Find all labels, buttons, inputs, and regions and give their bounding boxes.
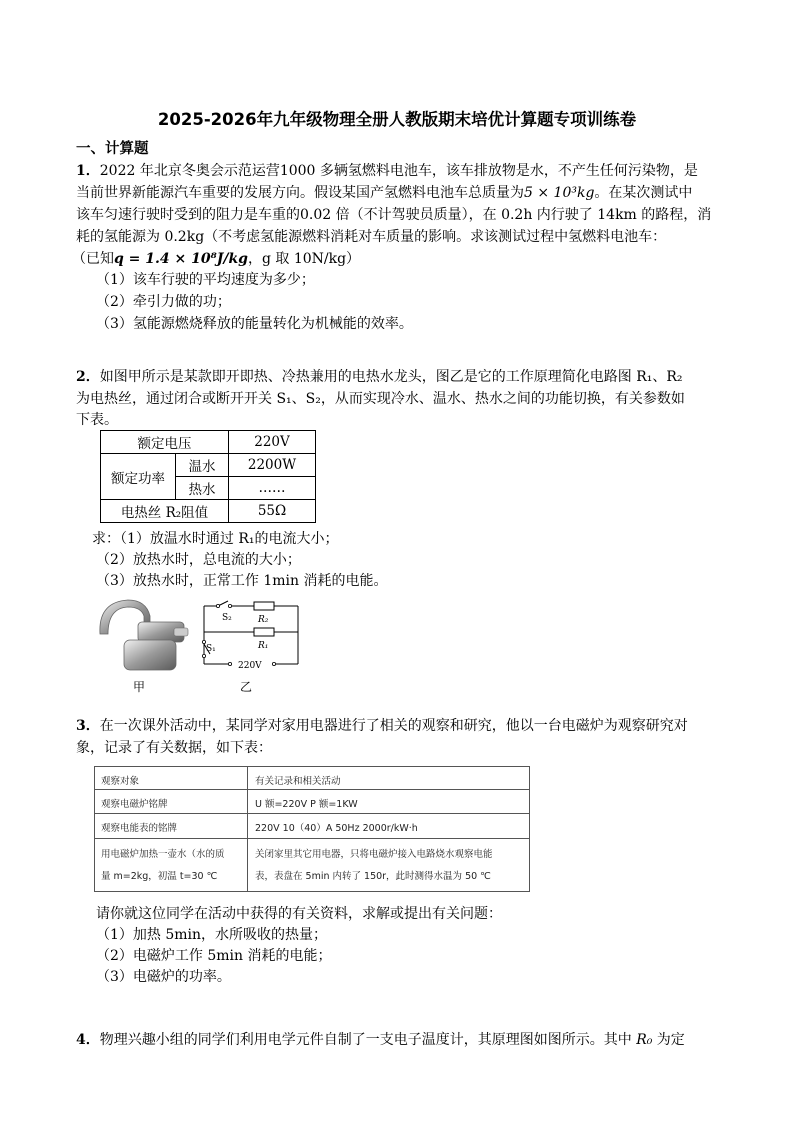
table-row <box>95 813 529 839</box>
q4-line1 <box>76 1029 718 1051</box>
q2-sub3: （3）放热水时，正常工作 1min 消耗的电能。 <box>96 573 388 589</box>
q4-number: 4． <box>76 1032 100 1048</box>
q1-text2b: 。在某次测试中 <box>594 185 693 201</box>
q3-intro: 请你就这位同学在活动中获得的有关资料，求解或提出有关问题： <box>96 906 502 922</box>
table-cell: …… <box>229 477 316 500</box>
q3-line2: 象，记录了有关数据，如下表： <box>76 740 272 756</box>
q3-sub1: （1）加热 5min，水所吸收的热量； <box>96 927 328 943</box>
q2-number: 2． <box>76 369 100 385</box>
q4-r0: R₀ <box>636 1032 653 1048</box>
table-cell: 额定电压 <box>101 431 229 454</box>
q1-line4: 耗的氢能源为 0.2kg（不考虑氢能源燃料消耗对车质量的影响。求该测试过程中氢燃料电池车： <box>76 229 667 245</box>
q1-line1 <box>76 160 718 182</box>
q1-line2 <box>76 182 718 204</box>
table-cell: 观察电能表的铭牌 <box>101 823 178 834</box>
q1-text5a: （已知 <box>72 251 114 267</box>
q3-sub3: （3）电磁炉的功率。 <box>96 969 231 985</box>
q1-sub1: （1）该车行驶的平均速度为多少； <box>96 272 315 288</box>
table-cell: U 额=220V P 额=1KW <box>255 799 358 810</box>
q3-number: 3． <box>76 718 100 734</box>
table-cell: 表，表盘在 5min 内转了 150r，此时测得水温为 50 ℃ <box>255 871 491 882</box>
q3-text1: 在一次课外活动中，某同学对家用电器进行了相关的观察和研究，他以一台电磁炉为观察研究对 <box>99 718 688 734</box>
table-cell: 温水 <box>176 454 229 477</box>
label-r1: R₁ <box>258 641 269 651</box>
label-220v: 220V <box>238 661 262 670</box>
table-cell: 热水 <box>176 477 229 500</box>
table-cell: 用电磁炉加热一壶水（水的质 <box>101 849 225 860</box>
table-cell: 量 m=2kg，初温 t=30 ℃ <box>101 871 218 882</box>
q3-sub2: （2）电磁炉工作 5min 消耗的电能； <box>96 948 332 964</box>
q4-text1a: 物理兴趣小组的同学们利用电学元件自制了一支电子温度计，其原理图如图所示。其中 <box>99 1032 637 1048</box>
q1-sub2: （2）牵引力做的功； <box>96 294 231 310</box>
circuit-diagram <box>194 598 306 670</box>
q1-text5b: ，g 取 10N/kg） <box>247 251 361 267</box>
fig-label-yi: 乙 <box>240 680 253 694</box>
table-cell: 2200W <box>229 454 316 477</box>
table-cell: 关闭家里其它用电器，只将电磁炉接入电路烧水观察电能 <box>255 849 493 860</box>
fig-label-jia: 甲 <box>133 680 146 694</box>
q3-line1 <box>76 715 718 737</box>
q1-line3: 该车匀速行驶时受到的阻力是车重的0.02 倍（不计驾驶员质量），在 0.2h 内行驶了 14km 的路程，消 <box>76 207 712 223</box>
table-cell: 观察电磁炉铭牌 <box>101 799 168 810</box>
table-cell: 220V 10（40）A 50Hz 2000r/kW·h <box>255 823 418 834</box>
q2-sub2: （2）放热水时，总电流的大小； <box>96 552 301 568</box>
label-s2: S₂ <box>222 613 232 623</box>
section-heading: 一、计算题 <box>76 141 149 157</box>
page-title: 2025-2026年九年级物理全册人教版期末培优计算题专项训练卷 <box>157 110 637 129</box>
q1-text1: 2022 年北京冬奥会示范运营1000 多辆氢燃料电池车，该车排放物是水，不产生任何污染物，是 <box>99 163 698 179</box>
table-cell: 电热丝 R₂阻值 <box>101 500 229 523</box>
table-cell: 有关记录和相关活动 <box>255 776 341 787</box>
q1-sub3: （3）氢能源燃烧释放的能量转化为机械能的效率。 <box>96 316 413 332</box>
table-cell: 220V <box>229 431 316 454</box>
table-cell: 55Ω <box>229 500 316 523</box>
q2-text1: 如图甲所示是某款即开即热、冷热兼用的电热水龙头，图乙是它的工作原理简化电路图 R₁、R₂ <box>99 369 683 385</box>
q1-number: 1． <box>76 163 100 179</box>
faucet-illustration <box>94 594 194 674</box>
q1-mass-formula: 5 × 10³kg <box>524 185 595 201</box>
table-cell: 额定功率 <box>101 454 176 500</box>
q3-data-table <box>94 766 530 892</box>
table-row <box>95 767 529 790</box>
q2-line1 <box>76 366 718 388</box>
q2-line2: 为电热丝，通过闭合或断开开关 S₁、S₂，从而实现冷水、温水、热水之间的功能切换，有关参数如 <box>76 391 685 407</box>
label-s1: S₁ <box>206 644 216 654</box>
q2-sub1: 求：（1）放温水时通过 R₁的电流大小； <box>92 531 339 547</box>
table-row <box>95 838 529 890</box>
table-cell: 观察对象 <box>101 776 140 787</box>
label-r2: R₂ <box>258 615 269 625</box>
table-row <box>95 789 529 814</box>
q1-line5 <box>72 248 714 270</box>
q4-text1b: 为定 <box>652 1032 685 1048</box>
q2-params-table <box>100 430 316 523</box>
q1-text2a: 当前世界新能源汽车重要的发展方向。假设某国产氢燃料电池车总质量为 <box>76 185 524 201</box>
q2-line3: 下表。 <box>76 412 118 428</box>
q1-q-formula: q = 1.4 × 10⁸J/kg <box>114 251 248 267</box>
